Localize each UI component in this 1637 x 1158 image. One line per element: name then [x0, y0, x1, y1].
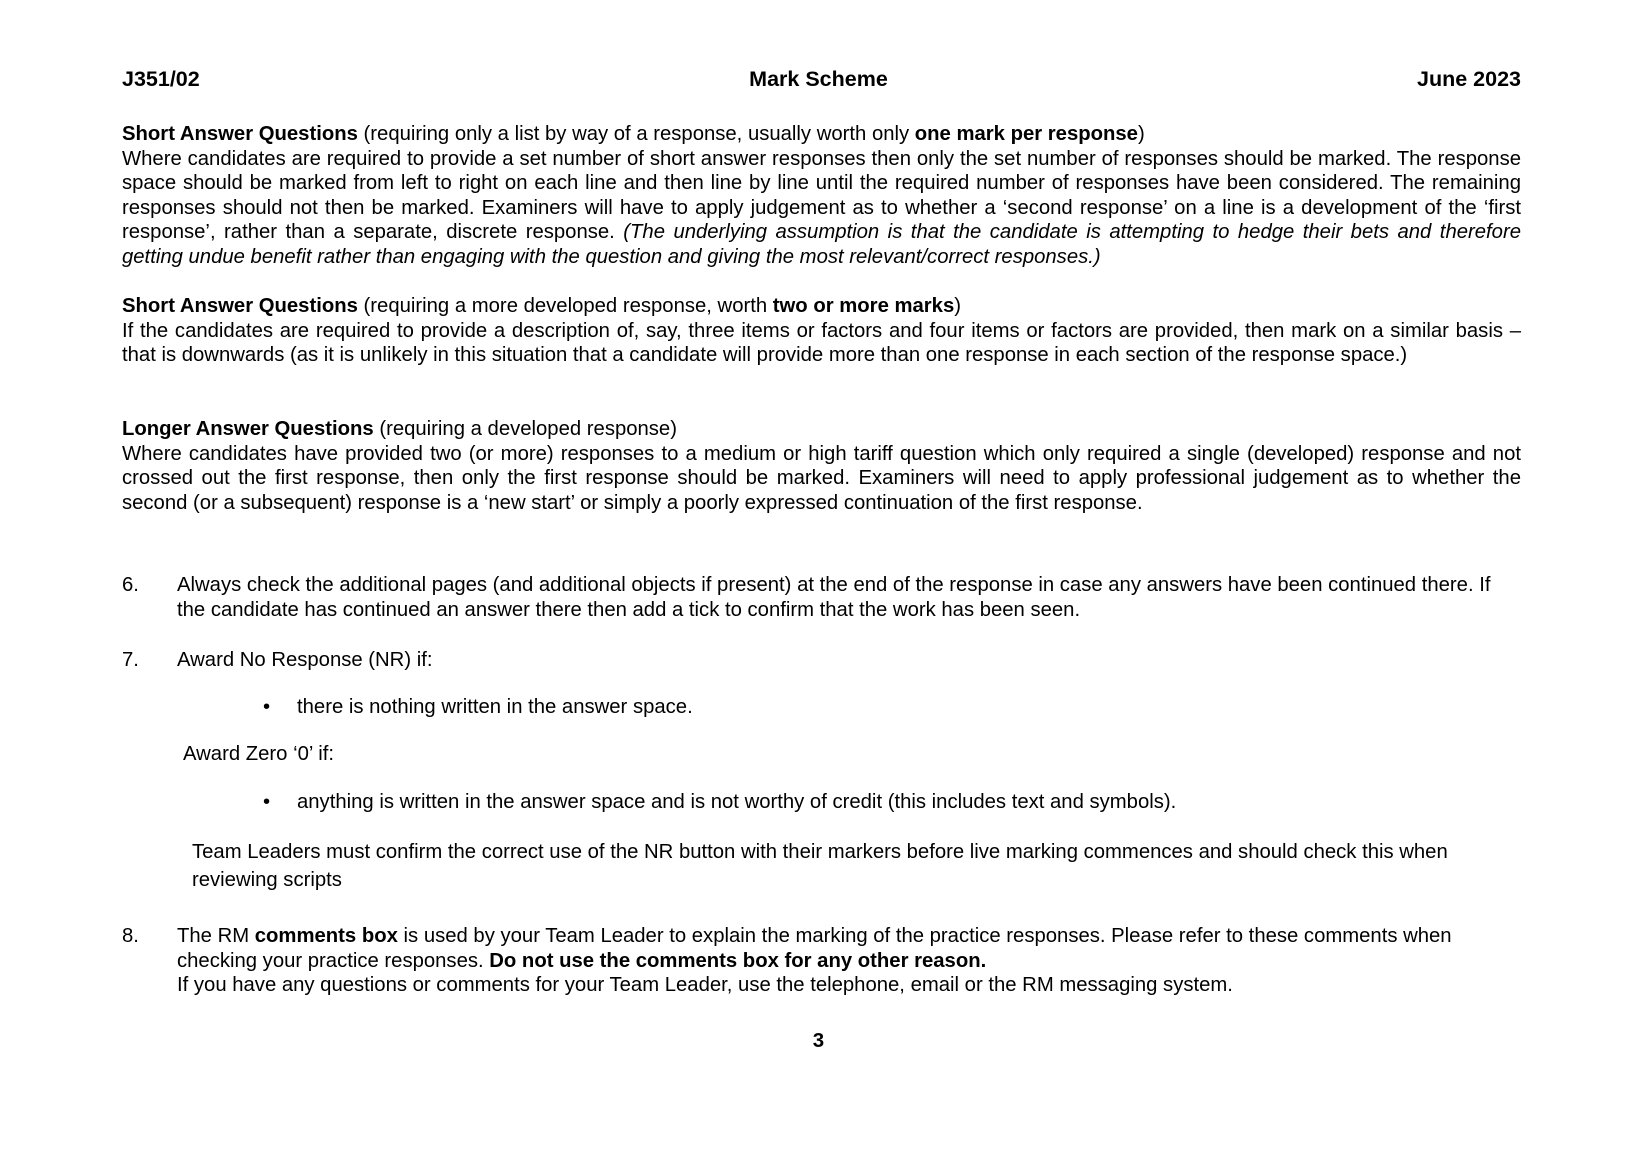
document-date: June 2023	[1417, 67, 1521, 91]
section-heading-suffix: (requiring only a list by way of a response, usually worth only	[357, 123, 915, 145]
section-body: Where candidates have provided two (or more) responses to a medium or high tariff question which only required a single (developed) response and not crossed out the first response, then only the first response should be marked. Examiners will need to apply professional judgement as to whether the second (or a subsequent) response is a ‘new start’ or simply a poorly expressed continuation of the first response.	[122, 442, 1521, 514]
item-7-number: 7.	[122, 649, 139, 671]
section-heading	[122, 294, 1521, 319]
section-heading	[122, 122, 1521, 147]
zero-label: Award Zero ‘0’ if:	[183, 743, 335, 765]
bullet-icon: •	[263, 791, 271, 813]
item-8-text-middle: is used by your Team Leader to explain the marking of the practice responses. Please refer to these comments when checking your practice responses.	[177, 925, 1452, 972]
section-heading-close: )	[954, 295, 962, 317]
section-body	[122, 147, 1521, 270]
item-8-paragraph	[177, 924, 1497, 973]
document-title: Mark Scheme	[749, 67, 888, 91]
item-8-warning: Do not use the comments box for any other reason.	[489, 949, 987, 972]
item-8-comments-box-emphasis: comments box	[254, 925, 398, 947]
section-short-answer-list	[122, 122, 1521, 270]
bullet-icon: •	[263, 696, 271, 718]
zero-condition: anything is written in the answer space and is not worthy of credit (this includes text and symbols).	[297, 791, 1177, 813]
section-body-text: Where candidates are required to provide a set number of short answer responses then only the set number of responses should be marked. The response space should be marked from left to right on each line and then line by line until the required number of responses have been considered. The remaining responses should not then be marked. Examiners will have to apply judgement as to whether a ‘second response’ on a line is a development of the ‘first response’, rather than a separate, discrete response.	[122, 147, 1521, 244]
section-heading-title: Short Answer Questions	[122, 123, 358, 145]
nr-condition: there is nothing written in the answer space.	[297, 696, 693, 718]
section-heading-emphasis: two or more marks	[772, 295, 955, 317]
team-leaders-note: Team Leaders must confirm the correct use of the NR button with their markers before live marking commences and should check this when reviewing scripts	[192, 841, 1448, 891]
item-8-text	[177, 924, 1497, 998]
item-8-contact-line: If you have any questions or comments for your Team Leader, use the telephone, email or the RM messaging system.	[177, 974, 1233, 997]
document-code: J351/02	[122, 67, 200, 91]
section-heading-title: Longer Answer Questions	[122, 418, 374, 440]
section-body-italic-note: (The underlying assumption is that the candidate is attempting to hedge their bets and therefore getting undue benefit rather than engaging with the question and giving the most relevant/correct responses.)	[122, 221, 1521, 268]
item-8-text-start: The RM	[177, 925, 255, 947]
section-heading	[122, 417, 1521, 442]
item-6-number: 6.	[122, 574, 139, 596]
item-6-text: Always check the additional pages (and additional objects if present) at the end of the response in case any answers have been continued there. If the candidate has continued an answer there then add a tick to confirm that the work has been seen.	[177, 574, 1491, 621]
section-body: If the candidates are required to provide a description of, say, three items or factors and four items or factors are provided, then mark on a similar basis – that is downwards (as it is unlikely in this situation that a candidate will provide more than one response in each section of the response space.)	[122, 319, 1521, 367]
section-heading-suffix: (requiring a developed response)	[373, 418, 677, 440]
section-heading-suffix: (requiring a more developed response, worth	[357, 295, 773, 317]
item-8-number: 8.	[122, 925, 139, 947]
section-longer-answer	[122, 417, 1521, 515]
item-7-text: Award No Response (NR) if:	[177, 649, 433, 671]
section-heading-close: )	[1137, 123, 1145, 145]
section-heading-title: Short Answer Questions	[122, 295, 358, 317]
section-short-answer-developed	[122, 294, 1521, 368]
section-heading-emphasis: one mark per response	[914, 123, 1138, 145]
page-number: 3	[812, 1029, 825, 1052]
